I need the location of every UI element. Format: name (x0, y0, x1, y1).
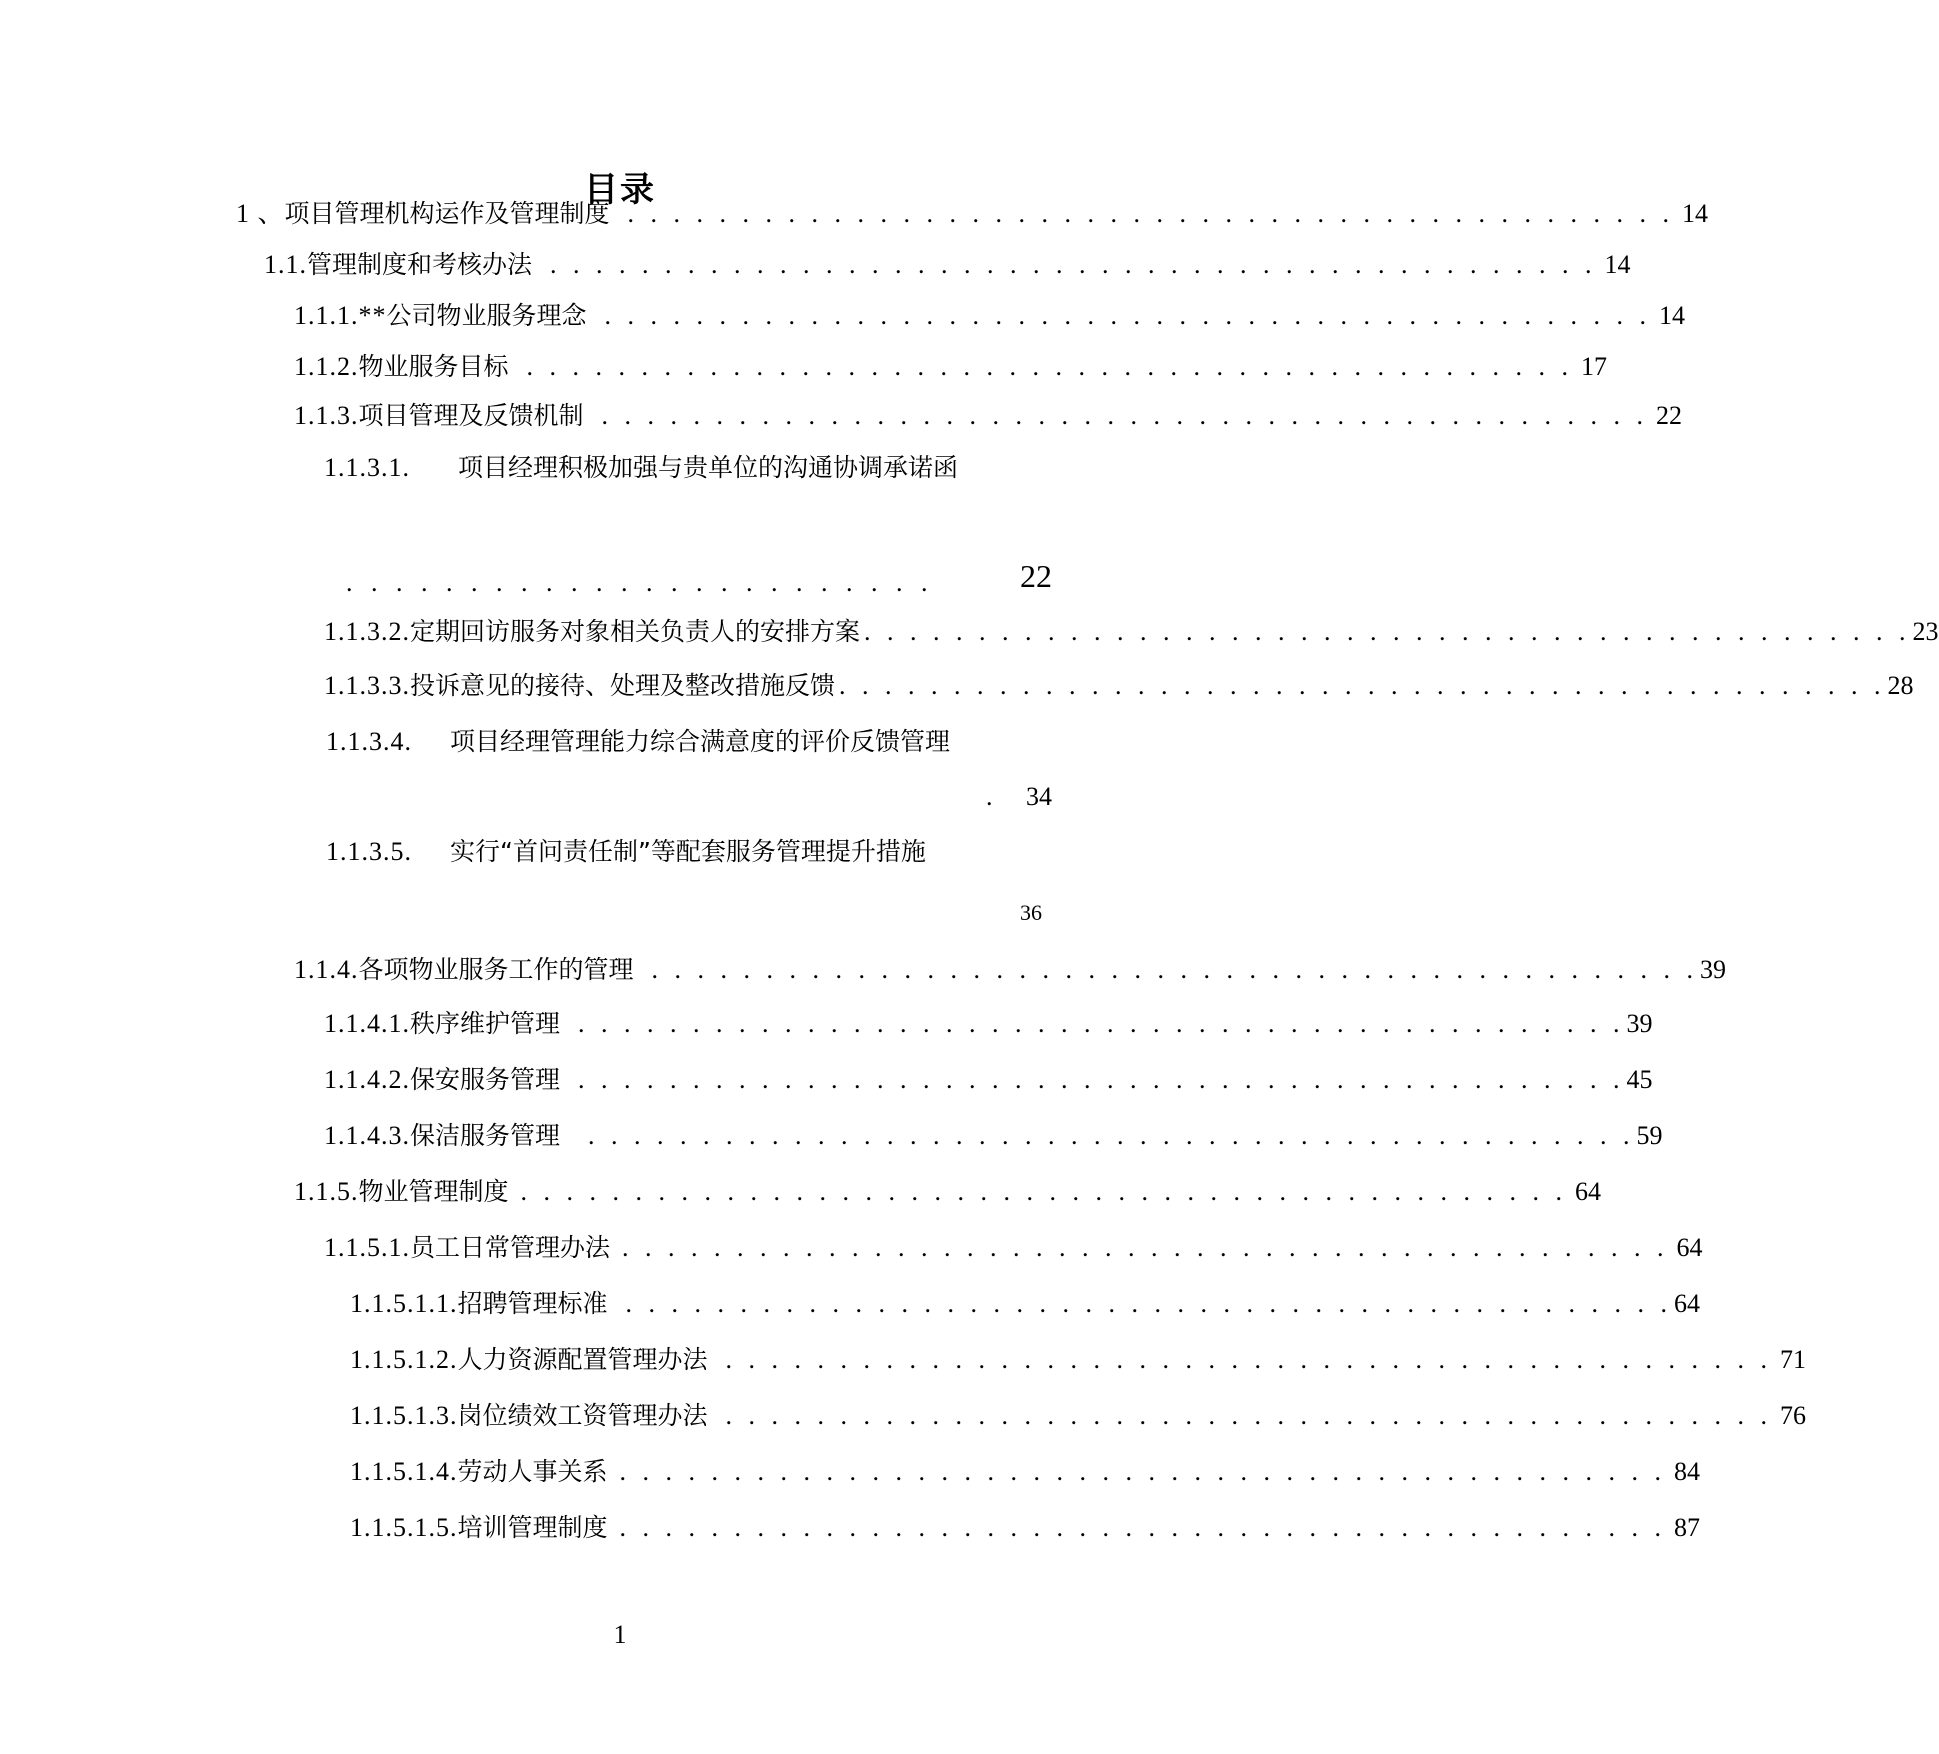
toc-entry-page: 39 (1626, 1009, 1653, 1038)
toc-entry-page: 84 (1674, 1457, 1701, 1486)
toc-entry[interactable] (324, 1230, 1703, 1266)
toc-entry[interactable] (324, 668, 1914, 704)
toc-dot-leader: . . . . . . . . . . . . . . . . . . . . . . . . . . . . . . . . . . . . . . . . . . . . . . (578, 1065, 1625, 1094)
toc-entry-number: 1.1.3.4. (326, 727, 412, 756)
toc-dot-leader: . . . . . . . . . . . . . . . . . . . . . . . . . . . . . . . . . . . . . . . . . . . . . . (725, 1401, 1773, 1430)
toc-entry-page: 45 (1626, 1065, 1653, 1094)
toc-entry-title: 项目经理积极加强与贵单位的沟通协调承诺函 (458, 453, 959, 482)
toc-dot-leader: . . . . . . . . . . . . . . . . . . . . . . . . . . . . . . . . . . . . . . . . . . . . . . (725, 1345, 1773, 1374)
toc-entry-title: 物业管理制度 (358, 1177, 509, 1206)
toc-entry-page: 14 (1682, 199, 1709, 228)
toc-entry[interactable] (350, 1286, 1701, 1322)
toc-entry-title: 招聘管理标准 (457, 1289, 608, 1318)
toc-entry[interactable] (324, 1006, 1653, 1042)
toc-entry-number: 1.1.1.** (294, 301, 387, 330)
toc-entry-title: 投诉意见的接待、处理及整改措施反馈 (410, 671, 836, 700)
toc-entry-title: 项目管理及反馈机制 (358, 401, 584, 430)
toc-entry[interactable] (350, 1398, 1807, 1434)
toc-entry-page: 71 (1780, 1345, 1807, 1374)
toc-entry-page: 76 (1780, 1401, 1807, 1430)
toc-dot-leader: . . . . . . . . . . . . . . . . . . . . . . . . . . . . . . . . . . . . . . . . . . . . . . (839, 671, 1886, 700)
toc-title: 目录 (584, 170, 656, 210)
toc-entry[interactable] (324, 1062, 1653, 1098)
toc-entry-number: 1.1.4.1. (324, 1009, 410, 1038)
toc-dot-leader: . (986, 782, 993, 811)
toc-entry-number: 1.1.5.1.3. (350, 1401, 458, 1430)
toc-entry-number: 1.1. (264, 250, 307, 279)
toc-dot-leader: . . . . . . . . . . . . . . . . . . . . . . . . . . . . . . . . . . . . . . . . . . . . . . (651, 955, 1699, 984)
toc-entry-page: 64 (1676, 1233, 1703, 1262)
toc-entry-number: 1.1.4.3. (324, 1121, 410, 1150)
toc-entry-title: 人力资源配置管理办法 (457, 1345, 708, 1374)
toc-entry-title: 保安服务管理 (410, 1065, 561, 1094)
toc-entry[interactable] (324, 1118, 1663, 1154)
toc-entry[interactable] (294, 298, 1686, 334)
toc-dot-leader: . . . . . . . . . . . . . . . . . . . . . . . . . . . . . . . . . . . . . . . . . . . . . . (619, 1457, 1667, 1486)
toc-dot-leader: . . . . . . . . . . . . . . . . . . . . . . . . . . . . . . . . . . . . . . . . . . . . . . (622, 1233, 1669, 1262)
toc-entry[interactable] (294, 398, 1683, 434)
toc-entry[interactable] (264, 247, 1631, 283)
toc-entry-title: 各项物业服务工作的管理 (358, 955, 634, 984)
toc-dot-leader: . . . . . . . . . . . . . . . . . . . . . . . . . . . . . . . . . . . . . . . . . . . . . . (588, 1121, 1635, 1150)
toc-entry-number: 1.1.5.1.2. (350, 1345, 458, 1374)
toc-entry-title: 物业服务目标 (358, 352, 509, 381)
toc-dot-leader: . . . . . . . . . . . . . . . . . . . . . . . . . . . . . . . . . . . . . . . . . . . . . . (627, 199, 1675, 228)
toc-entry[interactable] (324, 450, 1052, 486)
toc-entry-page: 39 (1700, 955, 1727, 984)
toc-entry-title: 保洁服务管理 (410, 1121, 561, 1150)
toc-dot-leader: . . . . . . . . . . . . . . . . . . . . . . . . . . . . . . . . . . . . . . . . . . . . . . (520, 1177, 1568, 1206)
toc-entry-page: 17 (1581, 352, 1608, 381)
toc-entry-page: 28 (1887, 671, 1914, 700)
toc-entry[interactable] (294, 1174, 1602, 1210)
toc-dot-leader: . . . . . . . . . . . . . . . . . . . . . . . . . . . . . . . . . . . . . . . . . . . . . . (550, 250, 1597, 279)
toc-entry-title: 定期回访服务对象相关负责人的安排方案 (410, 617, 861, 646)
toc-entry-number: 1.1.4. (294, 955, 359, 984)
toc-entry[interactable] (236, 196, 1709, 232)
toc-entry-page: 22 (1656, 401, 1683, 430)
toc-entry-title: 管理制度和考核办法 (307, 250, 533, 279)
toc-entry-page: 64 (1674, 1289, 1701, 1318)
toc-entry-page: 59 (1636, 1121, 1663, 1150)
toc-dot-leader: . . . . . . . . . . . . . . . . . . . . . . . . . . . . . . . . . . . . . . . . . . . . . . (619, 1513, 1667, 1542)
toc-entry-page: 36 (1020, 900, 1042, 925)
toc-entry-title: 实行“首问责任制”等配套服务管理提升措施 (450, 837, 926, 866)
toc-entry-title: 岗位绩效工资管理办法 (457, 1401, 708, 1430)
toc-entry[interactable] (350, 1454, 1701, 1490)
toc-entry-title: 项目管理机构运作及管理制度 (284, 199, 610, 228)
toc-entry-page: 64 (1575, 1177, 1602, 1206)
toc-entry-title: 员工日常管理办法 (410, 1233, 611, 1262)
toc-dot-leader: . . . . . . . . . . . . . . . . . . . . . . . . . . . . . . . . . . . . . . . . . . . . . . (625, 1289, 1673, 1318)
toc-dot-leader: . . . . . . . . . . . . . . . . . . . . . . . . . . . . . . . . . . . . . . . . . . . . . . (864, 617, 1911, 646)
toc-dot-leader: . . . . . . . . . . . . . . . . . . . . . . . . . . . . . . . . . . . . . . . . . . . . . . (526, 352, 1574, 381)
toc-entry[interactable] (350, 1510, 1701, 1546)
toc-entry-number: 1 、 (236, 199, 285, 228)
toc-dot-leader: . . . . . . . . . . . . . . . . . . . . . . . . . . . . . . . . . . . . . . . . . . . . . . (601, 401, 1649, 430)
toc-entry-number: 1.1.5.1. (324, 1233, 410, 1262)
toc-entry-page: 34 (1026, 782, 1052, 811)
toc-entry-page: 23 (1912, 617, 1939, 646)
toc-entry-number: 1.1.3.2. (324, 617, 410, 646)
toc-dot-leader: . . . . . . . . . . . . . . . . . . . . . . . . . . . . . . . . . . . . . . . . . . . . . . (578, 1009, 1625, 1038)
toc-entry-number: 1.1.3. (294, 401, 359, 430)
toc-entry-title: 秩序维护管理 (410, 1009, 561, 1038)
toc-entry-number: 1.1.3.1. (324, 453, 410, 482)
toc-entry-title: 劳动人事关系 (457, 1457, 608, 1486)
toc-entry-page: 14 (1659, 301, 1686, 330)
toc-entry-number: 1.1.2. (294, 352, 359, 381)
toc-entry-title: 培训管理制度 (457, 1513, 608, 1542)
toc-entry-number: 1.1.5.1.1. (350, 1289, 458, 1318)
toc-entry[interactable] (326, 724, 1052, 760)
toc-dot-leader: . . . . . . . . . . . . . . . . . . . . . . . . (346, 568, 934, 597)
toc-entry-number: 1.1.3.5. (326, 837, 412, 866)
toc-entry-page: 22 (1020, 558, 1052, 594)
toc-entry-page: 14 (1604, 250, 1631, 279)
toc-entry-page: 87 (1674, 1513, 1701, 1542)
toc-entry-number: 1.1.5.1.4. (350, 1457, 458, 1486)
toc-entry-number: 1.1.5. (294, 1177, 359, 1206)
toc-entry[interactable] (324, 614, 1939, 650)
toc-entry-title: 公司物业服务理念 (386, 301, 587, 330)
toc-entry-number: 1.1.4.2. (324, 1065, 410, 1094)
toc-entry-number: 1.1.3.3. (324, 671, 410, 700)
toc-entry[interactable] (326, 834, 1052, 870)
toc-entry[interactable] (294, 952, 1727, 988)
page-number: 1 (613, 1620, 627, 1649)
toc-entry-number: 1.1.5.1.5. (350, 1513, 458, 1542)
toc-dot-leader: . . . . . . . . . . . . . . . . . . . . . . . . . . . . . . . . . . . . . . . . . . . . . . (604, 301, 1652, 330)
toc-entry[interactable] (350, 1342, 1807, 1378)
toc-entry[interactable] (294, 349, 1608, 385)
toc-entry-title: 项目经理管理能力综合满意度的评价反馈管理 (450, 727, 951, 756)
